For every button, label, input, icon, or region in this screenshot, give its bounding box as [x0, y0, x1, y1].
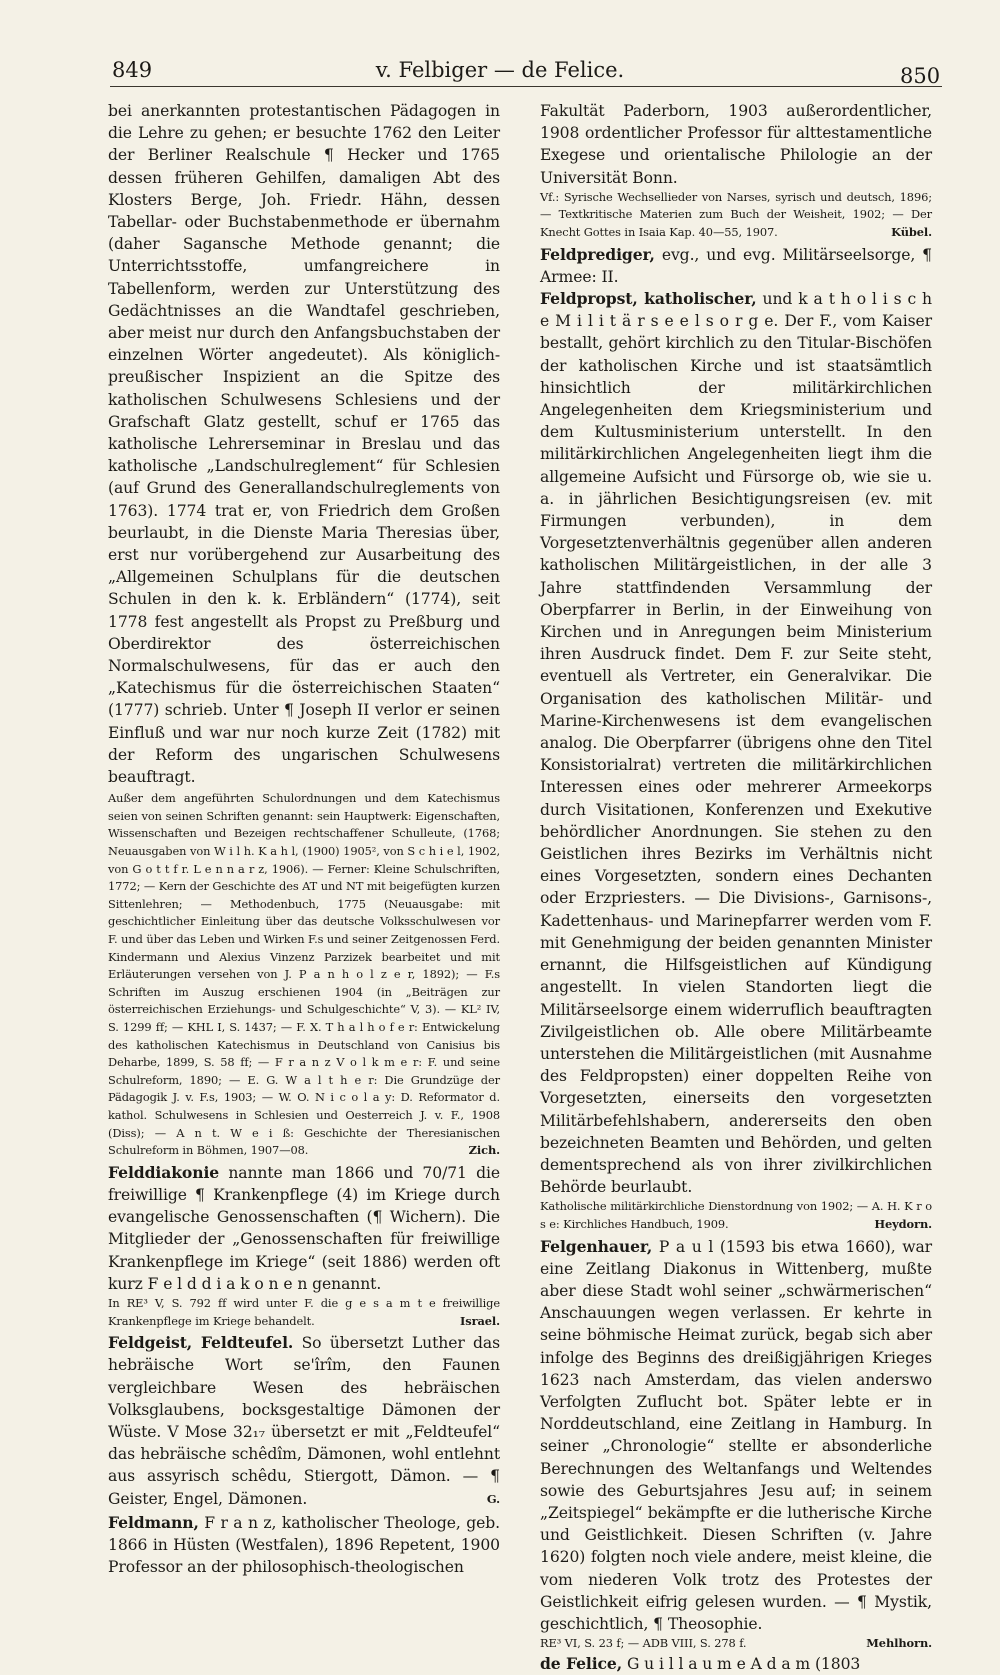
felbiger-literature [108, 790, 500, 1159]
page-number-right: 850 [900, 64, 941, 88]
felddiakonie-text: nannte man 1866 und 70/71 die freiwillige ¶ Krankenpflege (4) im Kriege durch evangelische Genossenschaften (¶ Wichern). Die Mitglieder der „Genossenschaften für freiwillige Krankenpflege im Kriege“ (seit 1886) werden oft kurz F e l d d i a k o n e n genannt. [108, 1163, 500, 1293]
felgenhauer-signature: Mehlhorn. [866, 1636, 932, 1651]
felddiakonie-signature: Israel. [460, 1313, 500, 1328]
page-number-left: 849 [112, 58, 153, 82]
entry-feldpropst [540, 288, 932, 1198]
feldmann-continuation: Fakultät Paderborn, 1903 außerordentlicher, 1908 ordentlicher Professor für alttestamentliche Exegese und orientalische Philologie an der Universität Bonn. [540, 102, 932, 187]
felgenhauer-text: (1593 bis etwa 1660), war eine Zeitlang Diakonus in Wittenberg, mußte aber diese Stadt wohl seiner „schwärmerischen“ Anschauungen wegen verlassen. Er kehrte in seine böhmische Heimat zurück, begab sich aber infolge des Beginns des dreißigjährigen Krieges 1623 nach Amsterdam, das vielen anderswo Verfolgten Zuflucht bot. Später lebte er in Norddeutschland, eine Zeitlang in Hamburg. In seiner „Chronologie“ stellte er absonderliche Berechnungen des Weltanfangs und Weltendes sowie des Geburtsjahres Jesu auf; in seinem „Zeitspiegel“ bekämpfte er die lutherische Kirche und Geistlichkeit. Diesen Schriften (v. Jahre 1620) folgten noch viele andere, meist kleine, die vom niederen Volk trotz des Protestes der Geistlichkeit eifrig gelesen wurden. — ¶ Mystik, geschichtlich, ¶ Theosophie. [540, 1237, 933, 1633]
feldmann-text: katholischer Theologe, geb. 1866 in Hüsten (Westfalen), 1896 Repetent, 1900 Professor an der philosophisch-theologischen [108, 1513, 500, 1577]
entry-feldprediger [540, 244, 932, 288]
feldpropst-connector: und [762, 290, 793, 308]
felbiger-literature-text: Außer dem angeführten Schulordnungen und dem Katechismus seien von seinen Schriften genannt: sein Hauptwerk: Eigenschaften, Wissenschaften und Bezeigen rechtschaffener Schulleute, (1768; Neuausgaben von W i l h. K a h l, (1900) 1905², von S c h i e l, 1902, von G o t t f r. L e n n a r z, 1906). — Ferner: Kleine Schulschriften, 1772; — Kern der Geschichte des AT und NT mit beigefügten kurzen Sittenlehren; — Methodenbuch, 1775 (Neuausgabe: mit geschichtlicher Einleitung über das deutsche Volksschulwesen vor F. und über das Leben und Wirken F.s und seiner Zeitgenossen Ferd. Kindermann und Alexius Vinzenz Parzizek bearbeitet und mit Erläuterungen versehen von J. P a n h o l z e r, 1892); — F.s Schriften im Auszug erschienen 1904 (in „Beiträgen zur österreichischen Erziehungs- und Schulgeschichte“ V, 3). — KL² IV, S. 1299 ff; — KHL I, S. 1437; — F. X. T h a l h o f e r: Entwickelung des katholischen Katechismus in Deutschland von Canisius bis Deharbe, 1899, S. 58 ff; — F r a n z V o l k m e r: F. und seine Schulreform, 1890; — E. G. W a l t h e r: Die Grundzüge der Pädagogik J. v. F.s, 1903; — W. O. N i c o l a y: D. Reformator d. kathol. Schulwesens in Schlesien und Oesterreich J. v. F., 1908 (Diss); — A n t. W e i ß: Geschichte der Theresianischen Schulreform in Böhmen, 1907—08. [108, 791, 500, 1158]
felbiger-signature: Zich. [468, 1143, 500, 1158]
de-felice-text: (1803 [814, 1654, 861, 1673]
feldpropst-literature [540, 1198, 932, 1233]
feldmann-headword: Feldmann, [108, 1512, 199, 1532]
de-felice-headword: de Felice, [540, 1653, 623, 1673]
feldgeist-headword: Feldgeist, Feldteufel. [108, 1333, 294, 1353]
entry-felgenhauer [540, 1236, 932, 1636]
feldmann-signature: Kübel. [891, 225, 932, 239]
felddiakonie-headword: Felddiakonie [108, 1162, 220, 1182]
feldmann-name: F r a n z, [204, 1513, 277, 1532]
feldprediger-headword: Feldprediger, [540, 244, 655, 264]
right-column [540, 100, 933, 1673]
feldgeist-text: So übersetzt Luther das hebräische Wort se'îrîm, den Faunen vergleichbare Wesen des hebräischen Volksglaubens, bocksgestaltige Dämonen der Wüste. V Mose 32₁₇ übersetzt er mit „Feldteufel“ das hebräische schêdîm, Dämonen, wohl entlehnt aus assyrisch schêdu, Stiergott, Dämon. — ¶ Geister, Engel, Dämonen. [108, 1334, 501, 1508]
felgenhauer-headword: Felgenhauer, [540, 1236, 653, 1256]
felgenhauer-name: P a u l [658, 1237, 714, 1256]
header-rule [110, 86, 942, 87]
felddiakonie-literature-text: In RE³ V, S. 792 ff wird unter F. die g e s a m t e freiwillige Krankenpflege im Kriege behandelt. [108, 1295, 500, 1328]
entry-feldmann [108, 1512, 500, 1579]
felbiger-continuation: bei anerkannten protestantischen Pädagogen in die Lehre zu gehen; er besuchte 1762 den Leiter der Berliner Realschule ¶ Hecker und 1765 dessen früheren Gehilfen, damaligen Abt des Klosters Berge, Joh. Friedr. Hähn, dessen Tabellar- oder Buchstabenmethode er übernahm (daher Sagansche Methode genannt; die Unterrichtsstoffe, umfangreichere in Tabellenform, werden zur Unterstützung des Gedächtnisses an die Wandtafel geschrieben, aber meist nur durch den Anfangsbuchstaben der einzelnen Wörter angedeutet). Als königlich-preußischer Inspizient an die Spitze des katholischen Schulwesens Schlesiens und der Grafschaft Glatz gestellt, schuf er 1765 das katholische Lehrerseminar in Breslau und das katholische „Landschulreglement“ für Schlesien (auf Grund des Generallandschulreglements von 1763). 1774 trat er, von Friedrich dem Großen beurlaubt, in die Dienste Maria Theresias über, erst nur vorübergehend zur Ausarbeitung des „Allgemeinen Schulplans für die deutschen Schulen in den k. k. Erbländern“ (1774), seit 1778 fest angestellt als Propst zu Preßburg und Oberdirektor des österreichischen Normalschulwesens, für das er auch den „Katechismus für die österreichischen Staaten“ (1777) schrieb. Unter ¶ Joseph II verlor er seinen Einfluß und war nur noch kurze Zeit (1782) mit der Reform des ungarischen Schulwesens beauftragt. [108, 102, 500, 787]
entry-feldgeist [108, 1332, 500, 1510]
feldpropst-literature-text: Katholische militärkirchliche Dienstordnung von 1902; — A. H. K r o s e: Kirchliches Handbuch, 1909. [540, 1199, 932, 1231]
running-title: v. Felbiger — de Felice. [375, 58, 625, 82]
felgenhauer-literature [540, 1635, 932, 1653]
feldprediger-text: evg., und evg. Militärseelsorge, ¶ Armee: II. [540, 245, 933, 286]
feldpropst-text: Der F., vom Kaiser bestallt, gehört kirchlich zu den Titular-Bischöfen der katholischen Kirche und ist staatsämtlich hinsichtlich der militärkirchlichen Angelegenheiten dem Kriegsministerium und dem Kultusministerium unterstellt. In den militärkirchlichen Angelegenheiten liegt ihm die allgemeine Aufsicht und Fürsorge ob, wie sie u. a. in jährlichen Besichtigungsreisen (ev. mit Firmungen verbunden), in dem Vorgesetztenverhältnis gegenüber allen anderen katholischen Militärgeistlichen, in der alle 3 Jahre stattfindenden Versammlung der Oberpfarrer in Berlin, in der Einweihung von Kirchen und in Anregungen beim Ministerium ihren Ausdruck findet. Dem F. zur Seite steht, eventuell als Vertreter, ein Generalvikar. Die Organisation des katholischen Militär- und Marine-Kirchenwesens ist dem evangelischen analog. Die Oberpfarrer (übrigens ohne den Titel Konsistorialrat) vertreten die militärkirchlichen Interessen eines oder mehrerer Armeekorps durch Visitationen, Konferenzen und Exekutive behördlicher Anordnungen. Sie stehen zu den Geistlichen ihres Bezirks im Verhältnis nicht eines Vorgesetzten, sondern eines Dechanten oder Erzpriesters. — Die Divisions-, Garnisons-, Kadettenhaus- und Marinepfarrer werden vom F. mit Genehmigung der beiden genannten Minister ernannt, die Hilfsgeistlichen auf Kündigung angestellt. In vielen Standorten liegt die Militärseelsorge einem widerruflich beauftragten Zivilgeistlichen ob. Alle obere Militärbeamte unterstehen die Militärgeistlichen (mit Ausnahme des Feldpropsten) einer doppelten Reihe von Vorgesetzten, einerseits den vorgesetzten Militärbefehlshabern, andererseits den oben bezeichneten Beamten und Behörden, und gelten dementsprechend als von ihrer zivilkirchlichen Behörde beurlaubt. [540, 312, 932, 1197]
feldmann-literature [540, 189, 932, 242]
entry-de-felice [540, 1653, 932, 1675]
felgenhauer-literature-text: RE³ VI, S. 23 f; — ADB VIII, S. 278 f. [540, 1636, 747, 1651]
de-felice-name: G u i l l a u m e A d a m [626, 1654, 811, 1673]
feldgeist-signature: G. [486, 1491, 500, 1506]
left-column [108, 100, 501, 1577]
felddiakonie-literature [108, 1295, 500, 1330]
entry-felddiakonie [108, 1162, 500, 1295]
feldpropst-signature: Heydorn. [874, 1216, 932, 1231]
page-header [0, 50, 1000, 90]
feldmann-literature-text: Vf.: Syrische Wechsellieder von Narses, syrisch und deutsch, 1896; — Textkritische Materien zum Buch der Weisheit, 1902; — Der Knecht Gottes in Isaia Kap. 40—55, 1907. [540, 189, 932, 239]
feldpropst-headword: Feldpropst, katholischer, [540, 289, 757, 308]
feldpropst-spaced-title: k a t h o l i s c h e M i l i t ä r s e e l s o r g e. [540, 290, 932, 331]
